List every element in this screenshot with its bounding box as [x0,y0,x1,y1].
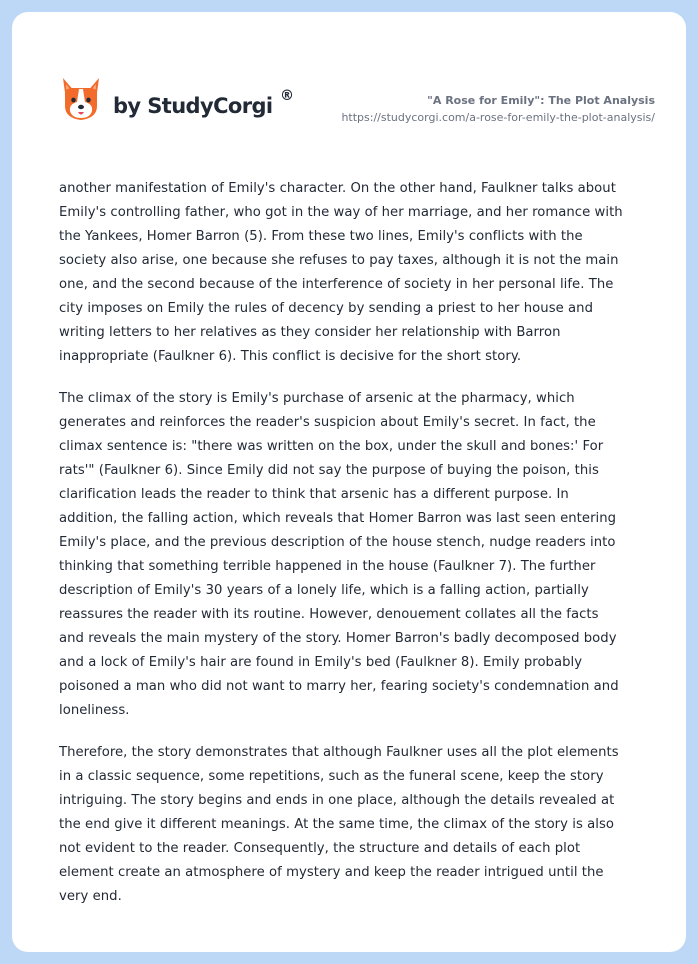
page-header [12,12,686,152]
document-page [12,12,686,952]
paragraph-2: The climax of the story is Emily's purchase of arsenic at the pharmacy, which generates and reinforces the reader's suspicion about Emily's secret. In fact, the climax sentence is: "there was written on the box, under the skull and bones:' For rats'" (Faulkner 6). Since Emily did not say the purpose of buying the poison, this clarification leads the reader to think that arsenic has a different purpose. In addition, the falling action, which reveals that Homer Barron was last seen entering Emily's place, and the previous description of the house stench, nudge readers into thinking that something terrible happened in the house (Faulkner 7). The further description of Emily's 30 years of a lonely life, which is a falling action, partially reassures the reader with its routine. However, denouement collates all the facts and reveals the main mystery of the story. Homer Barron's badly decomposed body and a lock of Emily's hair are found in Emily's bed (Faulkner 8). Emily probably poisoned a man who did not want to marry her, fearing society's condemnation and loneliness. [59,391,619,718]
document-url[interactable]: https://studycorgi.com/a-rose-for-emily-the-plot-analysis/ [341,111,655,124]
paragraph-3: Therefore, the story demonstrates that although Faulkner uses all the plot elements in a classic sequence, some repetitions, such as the funeral scene, keep the story intriguing. The story begins and ends in one place, although the details revealed at the end give it different meanings. At the same time, the climax of the story is also not evident to the reader. Consequently, the structure and details of each plot element create an atmosphere of mystery and keep the reader intrigued until the very end. [59,745,619,904]
brand-name[interactable]: by StudyCorgi [113,94,273,118]
paragraph-1: another manifestation of Emily's character. On the other hand, Faulkner talks about Emily's controlling father, who got in the way of her marriage, and her romance with the Yankees, Homer Barron (5). From these two lines, Emily's conflicts with the society also arise, one because she refuses to pay taxes, although it is not the main one, and the second because of the interference of society in her personal life. The city imposes on Emily the rules of decency by sending a priest to her house and writing letters to her relatives as they consider her relationship with Barron inappropriate (Faulkner 6). This conflict is decisive for the short story. [59,181,623,364]
essay-body [59,177,653,927]
registered-mark: ® [280,88,294,104]
document-title: "A Rose for Emily": The Plot Analysis [427,94,655,107]
corgi-logo-icon[interactable] [60,76,102,124]
